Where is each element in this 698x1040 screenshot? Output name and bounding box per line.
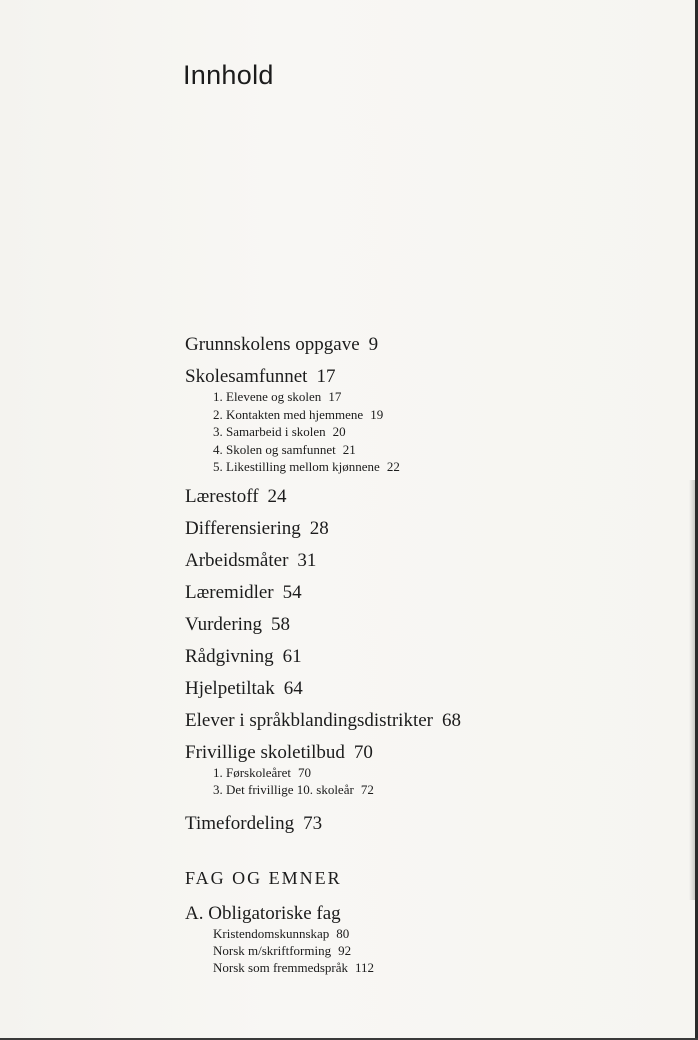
toc-subentry-page: 22 (386, 459, 400, 474)
toc-entry-laerestoff (185, 486, 625, 508)
toc-entry-label: Rådgivning (185, 645, 274, 667)
toc-subentry-page: 17 (328, 389, 342, 404)
toc-subentry-label: 3. Samarbeid i skolen (213, 424, 326, 439)
toc-entry-page: 64 (283, 677, 303, 699)
toc-entry-page: 17 (316, 366, 336, 387)
toc-subentry (185, 406, 625, 424)
toc-subentry-page: 21 (342, 441, 356, 457)
toc-subentry-label: Kristendomskunnskap (213, 925, 330, 941)
toc-entry-page: 61 (282, 645, 302, 667)
toc-subentry (185, 942, 625, 959)
toc-subentry-page: 112 (355, 959, 375, 975)
table-of-contents (185, 334, 625, 976)
toc-entry-label: Skolesamfunnet (185, 366, 308, 387)
toc-subentry-page: 20 (332, 424, 346, 439)
page-title: Innhold (183, 60, 274, 90)
toc-entry-page: 28 (309, 517, 329, 539)
toc-entry-elever-sprakblanding (185, 710, 625, 732)
toc-entry-page: 9 (368, 334, 379, 355)
toc-subentry-page: 70 (297, 764, 311, 780)
toc-subentry-label: 3. Det frivillige 10. skoleår (213, 782, 354, 797)
toc-entry-page: 24 (267, 485, 287, 507)
toc-entry-differensiering (185, 518, 625, 540)
toc-subentry (185, 764, 625, 782)
toc-entry-label: Differensiering (185, 517, 301, 539)
toc-entry-label: Læremidler (185, 581, 274, 603)
toc-subentry-page: 19 (370, 406, 384, 422)
toc-subentry-label: 5. Likestilling mellom kjønnene (213, 459, 380, 474)
toc-subentry (185, 423, 625, 441)
toc-subentry (185, 959, 625, 976)
toc-entry-label: Lærestoff (185, 485, 259, 507)
toc-subentry (185, 388, 625, 406)
toc-subentry-label: Norsk som fremmedspråk (213, 959, 349, 975)
toc-subentry-page: 80 (336, 925, 350, 941)
toc-subentry-label: 2. Kontakten med hjemmene (213, 406, 364, 422)
toc-subentry-page: 72 (360, 782, 374, 797)
toc-entry-page: 68 (442, 709, 461, 731)
toc-subentry-label: Norsk m/skriftforming (213, 942, 332, 958)
toc-entry-page: 58 (270, 613, 290, 635)
toc-entry-page: 31 (297, 549, 317, 571)
toc-subentry (185, 441, 625, 459)
toc-entry-frivillige-skoletilbud (185, 742, 625, 764)
toc-group-title: A. Obligatoriske fag (185, 902, 341, 924)
toc-entry-label: Elever i språkblandingsdistrikter (185, 709, 433, 731)
toc-subentry-label: 1. Elevene og skolen (213, 389, 322, 404)
toc-entry-laeremidler (185, 582, 625, 604)
toc-entry-label: Grunnskolens oppgave (185, 334, 360, 355)
toc-subentry (185, 781, 625, 799)
toc-subentry (185, 925, 625, 942)
section-heading: FAG OG EMNER (185, 867, 342, 888)
toc-entry-grunnskolens-oppgave (185, 334, 625, 356)
toc-entry-label: Frivillige skoletilbud (185, 741, 345, 763)
toc-entry-skolesamfunnet (185, 366, 625, 388)
toc-entry-page: 73 (303, 812, 323, 834)
toc-subentry-page: 92 (338, 942, 352, 958)
toc-entry-hjelpetiltak (185, 678, 625, 700)
toc-entry-vurdering (185, 614, 625, 636)
toc-entry-label: Arbeidsmåter (185, 549, 289, 571)
toc-subentry-label: 4. Skolen og samfunnet (213, 441, 336, 457)
toc-entry-page: 54 (282, 581, 302, 603)
toc-entry-label: Vurdering (185, 613, 262, 635)
toc-entry-timefordeling (185, 813, 625, 835)
toc-entry-page: 70 (353, 741, 373, 763)
toc-entry-label: Timefordeling (185, 812, 295, 834)
toc-subentry-label: 1. Førskoleåret (213, 764, 291, 780)
toc-entry-label: Hjelpetiltak (185, 677, 275, 699)
toc-entry-radgivning (185, 646, 625, 668)
toc-entry-arbeidsmater (185, 550, 625, 572)
toc-subentry (185, 458, 625, 476)
